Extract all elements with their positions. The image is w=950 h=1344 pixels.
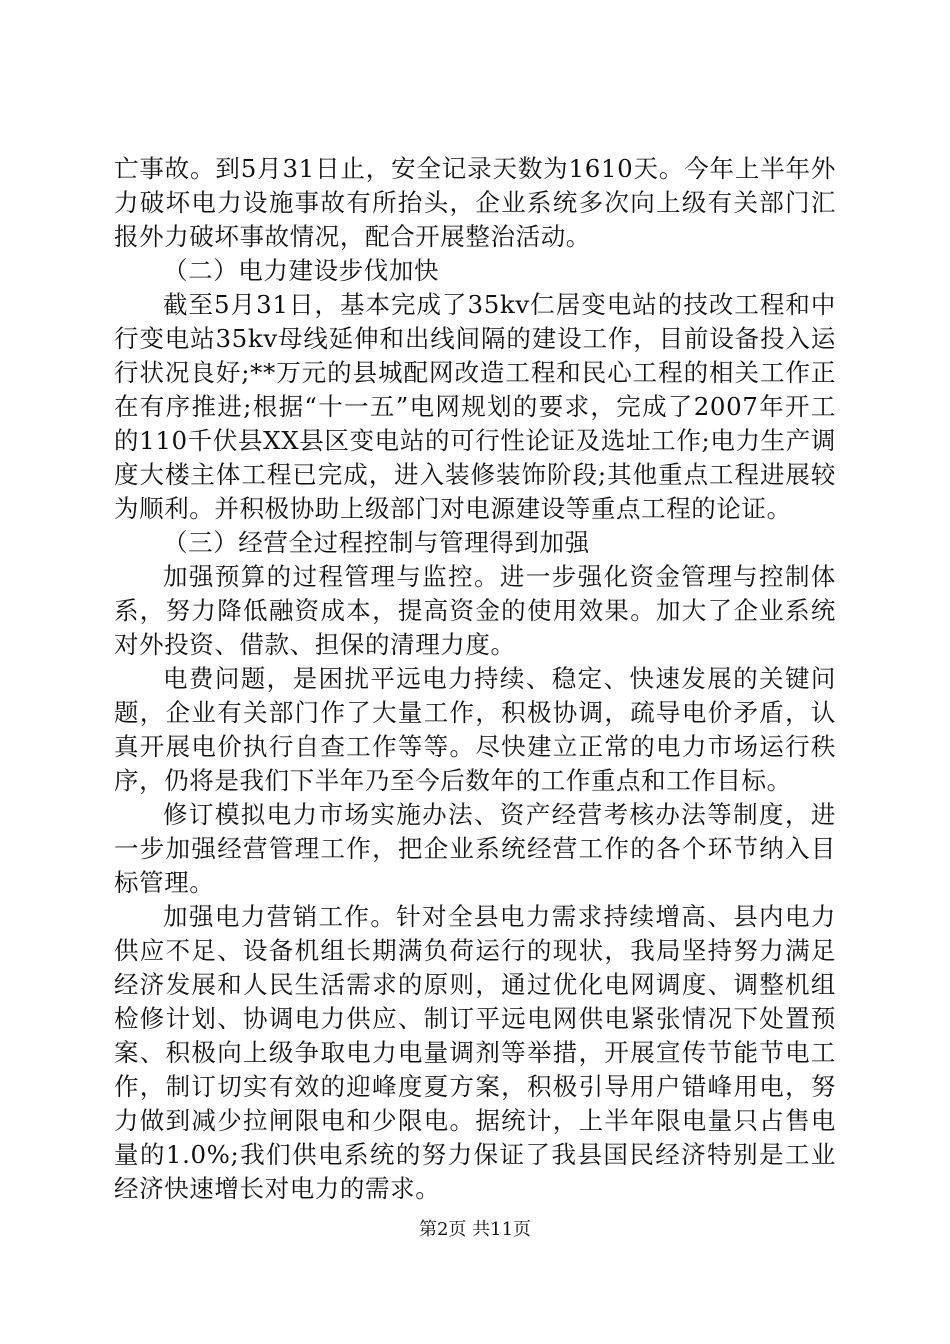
paragraph-budget-management: 加强预算的过程管理与监控。进一步强化资金管理与控制体系，努力降低融资成本，提高资金的使用效果。加大了企业系统对外投资、借款、担保的清理力度。 bbox=[114, 562, 836, 659]
section-heading-2: （二）电力建设步伐加快 bbox=[163, 256, 440, 285]
paragraph-market-rules: 修订模拟电力市场实施办法、资产经营考核办法等制度，进一步加强经营管理工作，把企业系统经营工作的各个环节纳入目标管理。 bbox=[114, 800, 836, 897]
paragraph-electricity-fees: 电费问题，是困扰平远电力持续、稳定、快速发展的关键问题，企业有关部门作了大量工作，积极协调，疏导电价矛盾，认真开展电价执行自查工作等等。尽快建立正常的电力市场运行秩序，仍将是我们下半年乃至今后数年的工作重点和工作目标。 bbox=[114, 664, 836, 795]
page-number: 第2页 共11页 bbox=[418, 1219, 532, 1240]
document-body bbox=[114, 152, 836, 1206]
page-footer bbox=[0, 1218, 950, 1242]
section-heading-3: （三）经营全过程控制与管理得到加强 bbox=[163, 528, 590, 557]
paragraph-power-construction: 截至5月31日，基本完成了35kv仁居变电站的技改工程和中行变电站35kv母线延伸和出线间隔的建设工作，目前设备投入运行状况良好;**万元的县城配网改造工程和民心工程的相关工作正在有序推进;根据“十一五”电网规划的要求，完成了2007年开工的110千伏县XX县区变电站的可行性论证及选址工作;电力生产调度大楼主体工程已完成，进入装修装饰阶段;其他重点工程进展较为顺利。并积极协助上级部门对电源建设等重点工程的论证。 bbox=[114, 290, 836, 523]
paragraph-continuation: 亡事故。到5月31日止，安全记录天数为1610天。今年上半年外力破坏电力设施事故有所抬头，企业系统多次向上级有关部门汇报外力破坏事故情况，配合开展整治活动。 bbox=[114, 154, 836, 251]
paragraph-power-marketing: 加强电力营销工作。针对全县电力需求持续增高、县内电力供应不足、设备机组长期满负荷运行的现状，我局坚持努力满足经济发展和人民生活需求的原则，通过优化电网调度、调整机组检修计划、协调电力供应、制订平远电网供电紧张情况下处置预案、积极向上级争取电力电量调剂等举措，开展宣传节能节电工作，制订切实有效的迎峰度夏方案，积极引导用户错峰用电，努力做到减少拉闸限电和少限电。据统计，上半年限电量只占售电量的1.0%;我们供电系统的努力保证了我县国民经济特别是工业经济快速增长对电力的需求。 bbox=[114, 902, 836, 1203]
